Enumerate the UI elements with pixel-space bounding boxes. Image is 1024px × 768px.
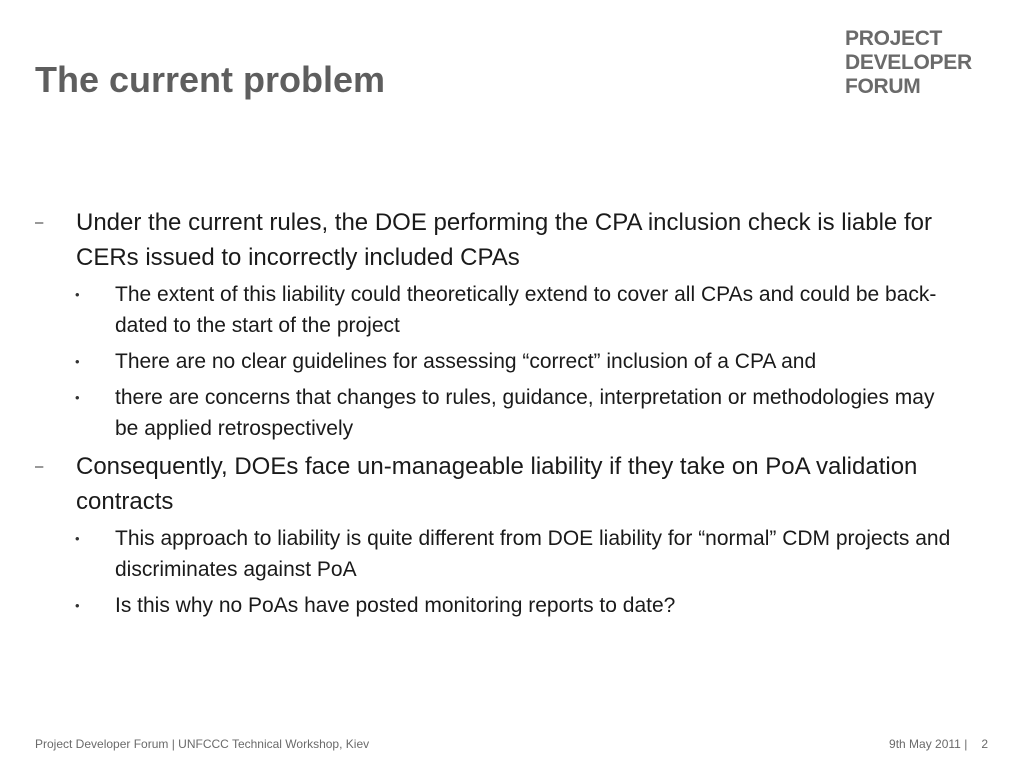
- page-number: 2: [981, 737, 988, 751]
- sub-bullet-text: There are no clear guidelines for assessing “correct” inclusion of a CPA and: [115, 350, 817, 373]
- sub-bullet-text: This approach to liability is quite different from DOE liability for “normal” CDM projects and discriminates against PoA: [115, 527, 951, 581]
- sub-bullet-point: [35, 590, 955, 621]
- footer-date-page: [889, 737, 988, 751]
- sub-bullet-point: [35, 523, 955, 585]
- bullet-point: [35, 205, 955, 275]
- logo-line: PROJECT: [845, 27, 943, 50]
- bullet-marker: •: [75, 598, 80, 613]
- dash-marker: –: [35, 458, 44, 475]
- footer-date: 9th May 2011 |: [889, 737, 968, 751]
- slide-body: [35, 205, 955, 626]
- sub-bullet-text: there are concerns that changes to rules, guidance, interpretation or methodologies may be applied retrospectively: [115, 386, 935, 440]
- bullet-marker: •: [75, 354, 80, 369]
- bullet-text: Under the current rules, the DOE performing the CPA inclusion check is liable for CERs issued to incorrectly included CPAs: [76, 209, 932, 271]
- bullet-marker: •: [75, 287, 80, 302]
- bullet-text: Consequently, DOEs face un-manageable liability if they take on PoA validation contracts: [76, 453, 918, 515]
- project-developer-forum-logo: [845, 27, 972, 99]
- sub-bullet-text: The extent of this liability could theoretically extend to cover all CPAs and could be back-dated to the start of the project: [115, 283, 937, 337]
- sub-bullet-point: [35, 346, 955, 377]
- logo-line: DEVELOPER: [845, 51, 972, 74]
- dash-marker: –: [35, 214, 44, 231]
- bullet-point: [35, 449, 955, 519]
- bullet-marker: •: [75, 390, 80, 405]
- slide-title: The current problem: [35, 59, 386, 100]
- sub-bullet-point: [35, 279, 955, 341]
- bullet-marker: •: [75, 531, 80, 546]
- sub-bullet-text: Is this why no PoAs have posted monitoring reports to date?: [115, 594, 676, 617]
- footer-event: Project Developer Forum | UNFCCC Technical Workshop, Kiev: [35, 737, 370, 751]
- sub-bullet-point: [35, 382, 955, 444]
- logo-line: FORUM: [845, 75, 921, 98]
